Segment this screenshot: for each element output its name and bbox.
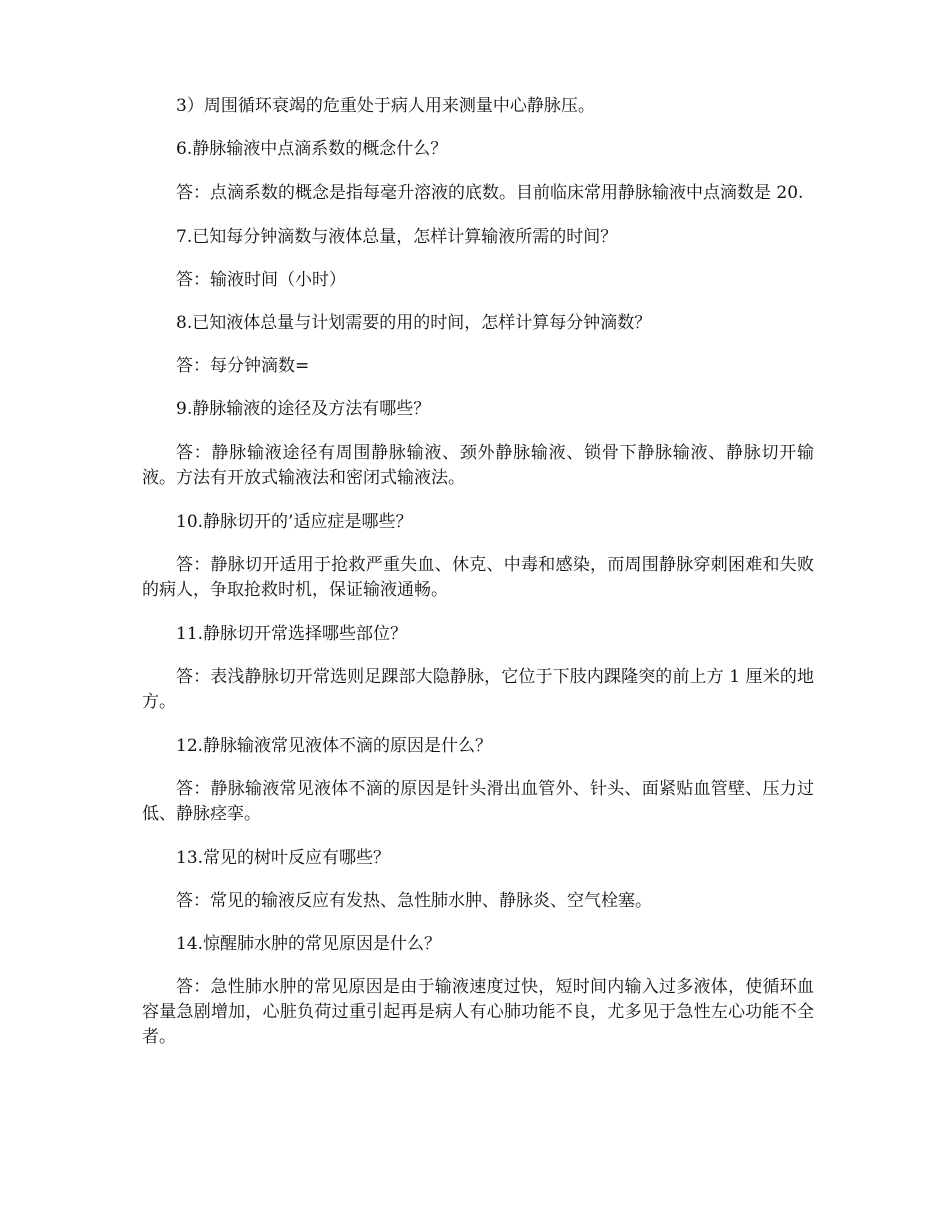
question-10: 10.静脉切开的’适应症是哪些？	[176, 512, 413, 532]
answer-10: 答：静脉切开适用于抢救严重失血、休克、中毒和感染，而周围静脉穿刺困难和失败的病人，争取抢救时机，保证输液通畅。	[142, 555, 814, 600]
question-12: 12.静脉输液常见液体不滴的原因是什么？	[176, 736, 493, 756]
question-6: 6.静脉输液中点滴系数的概念什么？	[176, 139, 448, 159]
document-body	[142, 94, 814, 1050]
answer-6: 答：点滴系数的概念是指每毫升溶液的底数。目前临床常用静脉输液中点滴数是 20.	[176, 183, 804, 203]
question-13: 13.常见的树叶反应有哪些？	[176, 848, 391, 868]
question-7: 7.已知每分钟滴数与液体总量，怎样计算输液所需的时间？	[176, 227, 618, 247]
answer-13: 答：常见的输液反应有发热、急性肺水肿、静脉炎、空气栓塞。	[176, 891, 652, 911]
paragraph-circulation-failure: 3）周围循环衰竭的危重处于病人用来测量中心静脉压。	[176, 96, 595, 116]
answer-12: 答：静脉输液常见液体不滴的原因是针头滑出血管外、针头、面紧贴血管壁、压力过低、静脉痉挛。	[142, 779, 814, 824]
question-11: 11.静脉切开常选择哪些部位？	[176, 624, 408, 644]
question-9: 9.静脉输液的途径及方法有哪些？	[176, 399, 431, 419]
answer-9: 答：静脉输液途径有周围静脉输液、颈外静脉输液、锁骨下静脉输液、静脉切开输液。方法有开放式输液法和密闭式输液法。	[142, 443, 814, 488]
question-14: 14.惊醒肺水肿的常见原因是什么？	[176, 934, 442, 954]
answer-14: 答：急性肺水肿的常见原因是由于输液速度过快，短时间内输入过多液体，使循环血容量急剧增加，心脏负荷过重引起再是病人有心肺功能不良，尤多见于急性左心功能不全者。	[142, 977, 814, 1047]
answer-8: 答：每分钟滴数=	[176, 356, 310, 376]
answer-11: 答：表浅静脉切开常选则足踝部大隐静脉，它位于下肢内踝隆突的前上方 1 厘米的地方。	[142, 667, 814, 712]
answer-7: 答：输液时间（小时）	[176, 270, 346, 290]
question-8: 8.已知液体总量与计划需要的用的时间，怎样计算每分钟滴数？	[176, 313, 652, 333]
